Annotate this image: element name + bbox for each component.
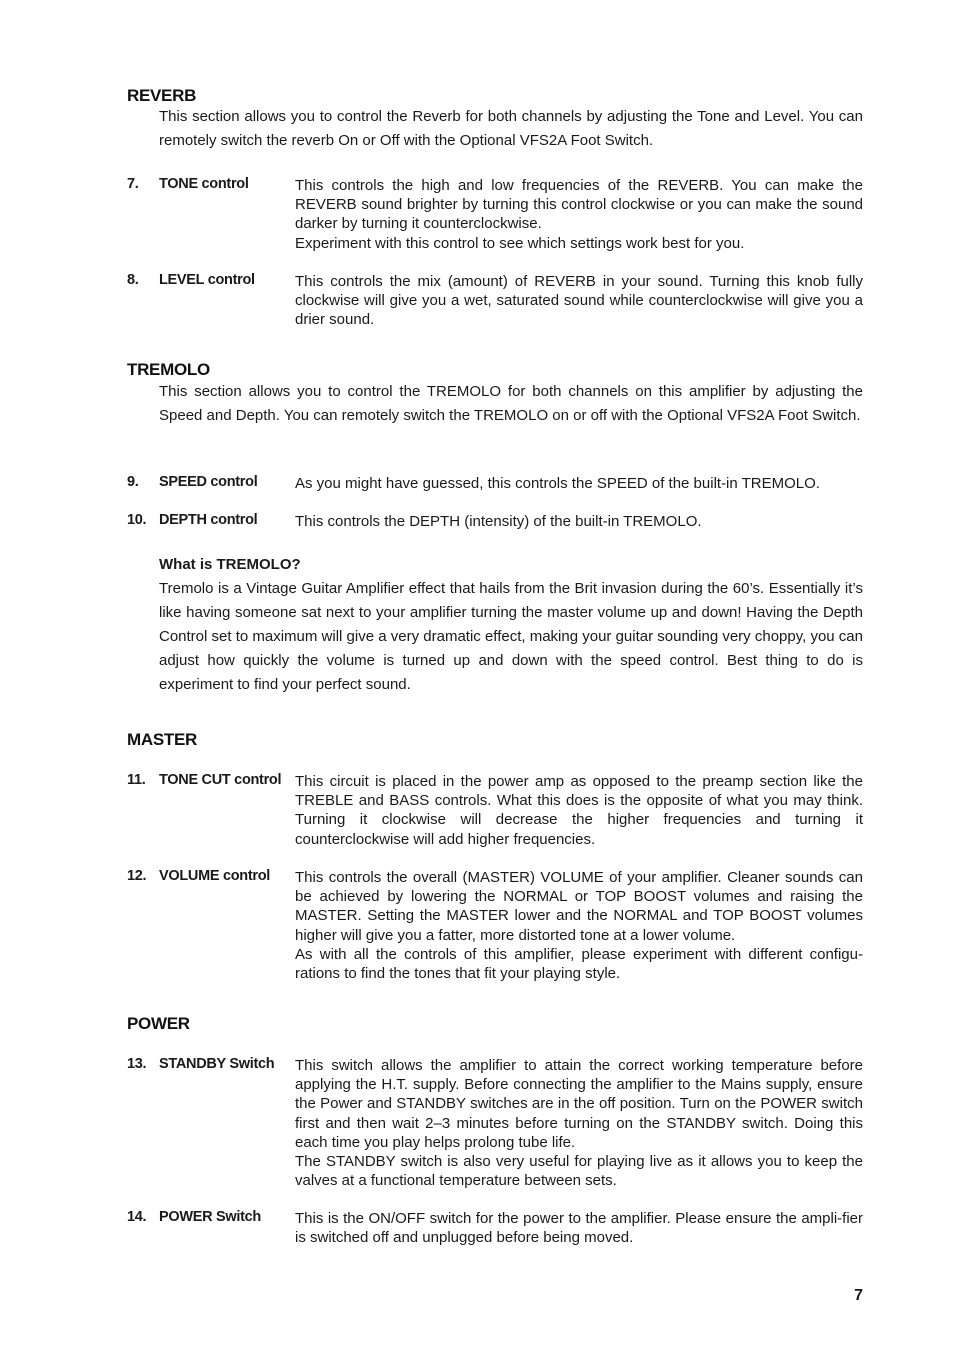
item-number: 11.: [127, 772, 146, 788]
description-paragraph: This circuit is placed in the power amp as opposed to the preamp section like the TREBLE and BASS controls. What this does is the opposite of what you may think. Turning it clockwise will decrease the higher frequencies and turning it counterclockwise will add higher frequencies.: [295, 773, 863, 848]
item-label: STANDBY Switch: [159, 1056, 275, 1072]
description-paragraph: This controls the high and low frequencies of the REVERB. You can make the REVERB sound brighter by turning this control clockwise or you can make the sound darker by turning it counterclockwise.: [295, 177, 863, 233]
item-label: POWER Switch: [159, 1209, 261, 1225]
item-description: [295, 868, 863, 983]
description-paragraph: The STANDBY switch is also very useful for playing live as it allows you to keep the valves at a functional temperature between sets.: [295, 1153, 863, 1190]
description-paragraph: This switch allows the amplifier to attain the correct working temperature before applying the H.T. supply. Before connecting the amplifier to the Mains supply, ensure the Power and STANDBY switches are in the off position. Turn on the POWER switch first and then wait 2–3 minutes before turning on the STANDBY switch. Doing this each time you play helps prolong tube life.: [295, 1057, 863, 1151]
item-description: [295, 176, 863, 253]
page-number: 7: [854, 1287, 863, 1304]
item-number: 10.: [127, 512, 147, 528]
section-intro-tremolo: This section allows you to control the TREMOLO for both channels on this amplifier by adjusting the Speed and Depth. You can remotely switch the TREMOLO on or off with the Optional VFS2A Foot Switch.: [159, 383, 863, 424]
item-number: 7.: [127, 176, 139, 192]
description-paragraph: Experiment with this control to see which settings work best for you.: [295, 234, 745, 252]
section-heading-power: POWER: [127, 1014, 190, 1033]
item-label: LEVEL control: [159, 272, 255, 288]
section-heading-tremolo: TREMOLO: [127, 360, 210, 379]
item-description: [295, 772, 863, 849]
description-paragraph: This controls the mix (amount) of REVERB in your sound. Turning this knob fully clockwise will give you a wet, saturated sound while counterclockwise will give you a drier sound.: [295, 273, 863, 329]
item-label: SPEED control: [159, 474, 258, 490]
section-heading-master: MASTER: [127, 730, 197, 749]
item-label: DEPTH control: [159, 512, 258, 528]
item-number: 13.: [127, 1056, 147, 1072]
item-description: [295, 272, 863, 330]
item-description: [295, 1056, 863, 1190]
section-heading-reverb: REVERB: [127, 86, 197, 105]
what-is-tremolo-text: Tremolo is a Vintage Guitar Amplifier effect that hails from the Brit invasion during the 60’s. Essentially it’s like having someone sat next to your amplifier turning the master volume up and down! Having the Depth Control set to maximum will give a very dramatic effect, making your guitar sounding very choppy, you can adjust how quickly the volume is turned up and down with the speed control. Best thing to do is experiment to find your perfect sound.: [159, 580, 863, 693]
item-description: [295, 474, 863, 493]
item-label: TONE control: [159, 176, 249, 192]
item-label: TONE CUT control: [159, 772, 282, 788]
description-paragraph: This controls the DEPTH (intensity) of the built-in TREMOLO.: [295, 513, 702, 530]
description-paragraph: This is the ON/OFF switch for the power to the amplifier. Please ensure the ampli-fier is switched off and unplugged before being moved.: [295, 1210, 863, 1247]
item-number: 9.: [127, 474, 139, 490]
item-description: [295, 512, 863, 531]
item-number: 8.: [127, 272, 139, 288]
item-description: [295, 1209, 863, 1247]
what-is-tremolo-title: What is TREMOLO?: [159, 556, 301, 573]
section-intro-reverb: This section allows you to control the Reverb for both channels by adjusting the Tone and Level. You can remotely switch the reverb On or Off with the Optional VFS2A Foot Switch.: [159, 108, 863, 149]
description-paragraph: As with all the controls of this amplifier, please experiment with different configu-rations to find the tones that fit your playing style.: [295, 945, 863, 983]
item-number: 14.: [127, 1209, 147, 1225]
item-label: VOLUME control: [159, 868, 270, 884]
description-paragraph: As you might have guessed, this controls the SPEED of the built-in TREMOLO.: [295, 475, 820, 492]
item-number: 12.: [127, 868, 147, 884]
description-paragraph: This controls the overall (MASTER) VOLUME of your amplifier. Cleaner sounds can be achieved by lowering the NORMAL or TOP BOOST volumes and raising the MASTER. Setting the MASTER lower and the NORMAL and TOP BOOST volumes higher will give you a fatter, more distorted tone at a lower volume.: [295, 869, 863, 944]
